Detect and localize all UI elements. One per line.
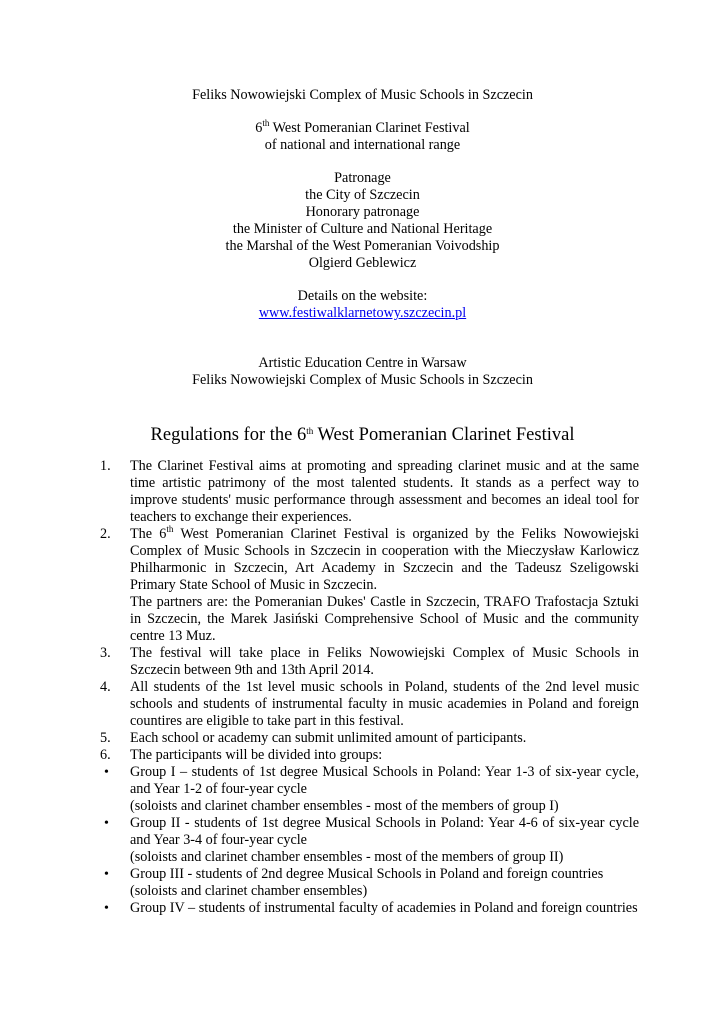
list-item [0,679,639,730]
group-item [0,815,639,866]
list-item [0,645,639,679]
regulations-title: Regulations for the 6th West Pomeranian Clarinet Festival [150,425,575,445]
item-text: Each school or academy can submit unlimited amount of participants. [130,730,527,746]
item-text: The 6th West Pomeranian Clarinet Festival is organized by the Feliks Nowowiejski Complex of Music Schools in Szczecin in cooperation with the Mieczysław Karlowicz Philharmonic in Szczecin, Art Academy in Szczecin and the Tadeusz Szeligowski Primary State School of Music in Szczecin. [130,524,640,593]
school-name: Feliks Nowowiejski Complex of Music Schools in Szczecin [192,87,533,103]
group-text: Group III - students of 2nd degree Musical Schools in Poland and foreign countries [130,866,604,882]
group-item [0,866,639,900]
item-text: All students of the 1st level music schools in Poland, students of the 2nd level music schools and students of instrumental faculty in music academies in Poland and foreign countires are eligible to take part in this festival. [130,679,639,729]
organizer-1: Artistic Education Centre in Warsaw [258,355,467,371]
honorary-marshal: the Marshal of the West Pomeranian Voivodship [225,238,500,254]
group-item [0,764,639,815]
list-item [0,730,639,747]
patronage-label: Patronage [334,170,391,186]
group-note: (soloists and clarinet chamber ensembles - most of the members of group II) [130,849,564,865]
regulations-list [0,458,725,917]
bullet-icon: • [104,765,109,780]
honorary-minister: the Minister of Culture and National Heritage [232,221,493,237]
bullet-icon: • [104,867,109,882]
item-number: 1. [100,458,111,474]
item-text: The festival will take place in Feliks Nowowiejski Complex of Music Schools in Szczecin between 9th and 13th April 2014. [130,645,639,678]
bullet-icon: • [104,901,109,916]
details-block [0,288,725,322]
organizer-2: Feliks Nowowiejski Complex of Music Schools in Szczecin [192,372,533,388]
festival-range: of national and international range [264,137,461,153]
details-label: Details on the website: [297,288,428,304]
festival-heading [0,120,725,154]
list-item [0,458,639,526]
item-number: 5. [100,730,111,746]
item-text: The participants will be divided into groups: [130,747,383,763]
group-text: Group IV – students of instrumental faculty of academies in Poland and foreign countries [130,900,638,916]
honorary-name: Olgierd Geblewicz [308,255,417,271]
bullet-icon: • [104,816,109,831]
group-text: Group II - students of 1st degree Musical Schools in Poland: Year 4-6 of six-year cycle and Year 3-4 of four-year cycle [130,815,639,848]
honorary-label: Honorary patronage [305,204,420,220]
item-number: 3. [100,645,111,661]
group-item [0,900,639,917]
website-link[interactable]: www.festiwalklarnetowy.szczecin.pl [258,305,467,321]
patronage-city: the City of Szczecin [305,187,420,203]
group-note: (soloists and clarinet chamber ensembles - most of the members of group I) [130,798,559,814]
item-partners: The partners are: the Pomeranian Dukes' Castle in Szczecin, TRAFO Trafostacja Sztuki in Szczecin, the Marek Jasiński Comprehensive School of Music and the community centre 13 Muz. [130,594,639,644]
group-note: (soloists and clarinet chamber ensembles) [130,883,368,899]
item-number: 6. [100,747,111,763]
item-text: The Clarinet Festival aims at promoting and spreading clarinet music and at the same time artistic patrimony of the most talented students. It stands as a perfect way to improve students' music performance through assessment and becomes an ideal tool for teachers to exchange their experiences. [130,458,639,525]
list-item [0,526,639,645]
item-number: 2. [100,526,111,542]
group-text: Group I – students of 1st degree Musical Schools in Poland: Year 1-3 of six-year cycle, and Year 1-2 of four-year cycle [130,764,639,797]
patronage-block [0,170,725,272]
list-item [0,747,639,764]
organizers-block [0,355,725,389]
item-number: 4. [100,679,111,695]
festival-name: 6th West Pomeranian Clarinet Festival [255,118,470,136]
school-header [0,87,725,104]
